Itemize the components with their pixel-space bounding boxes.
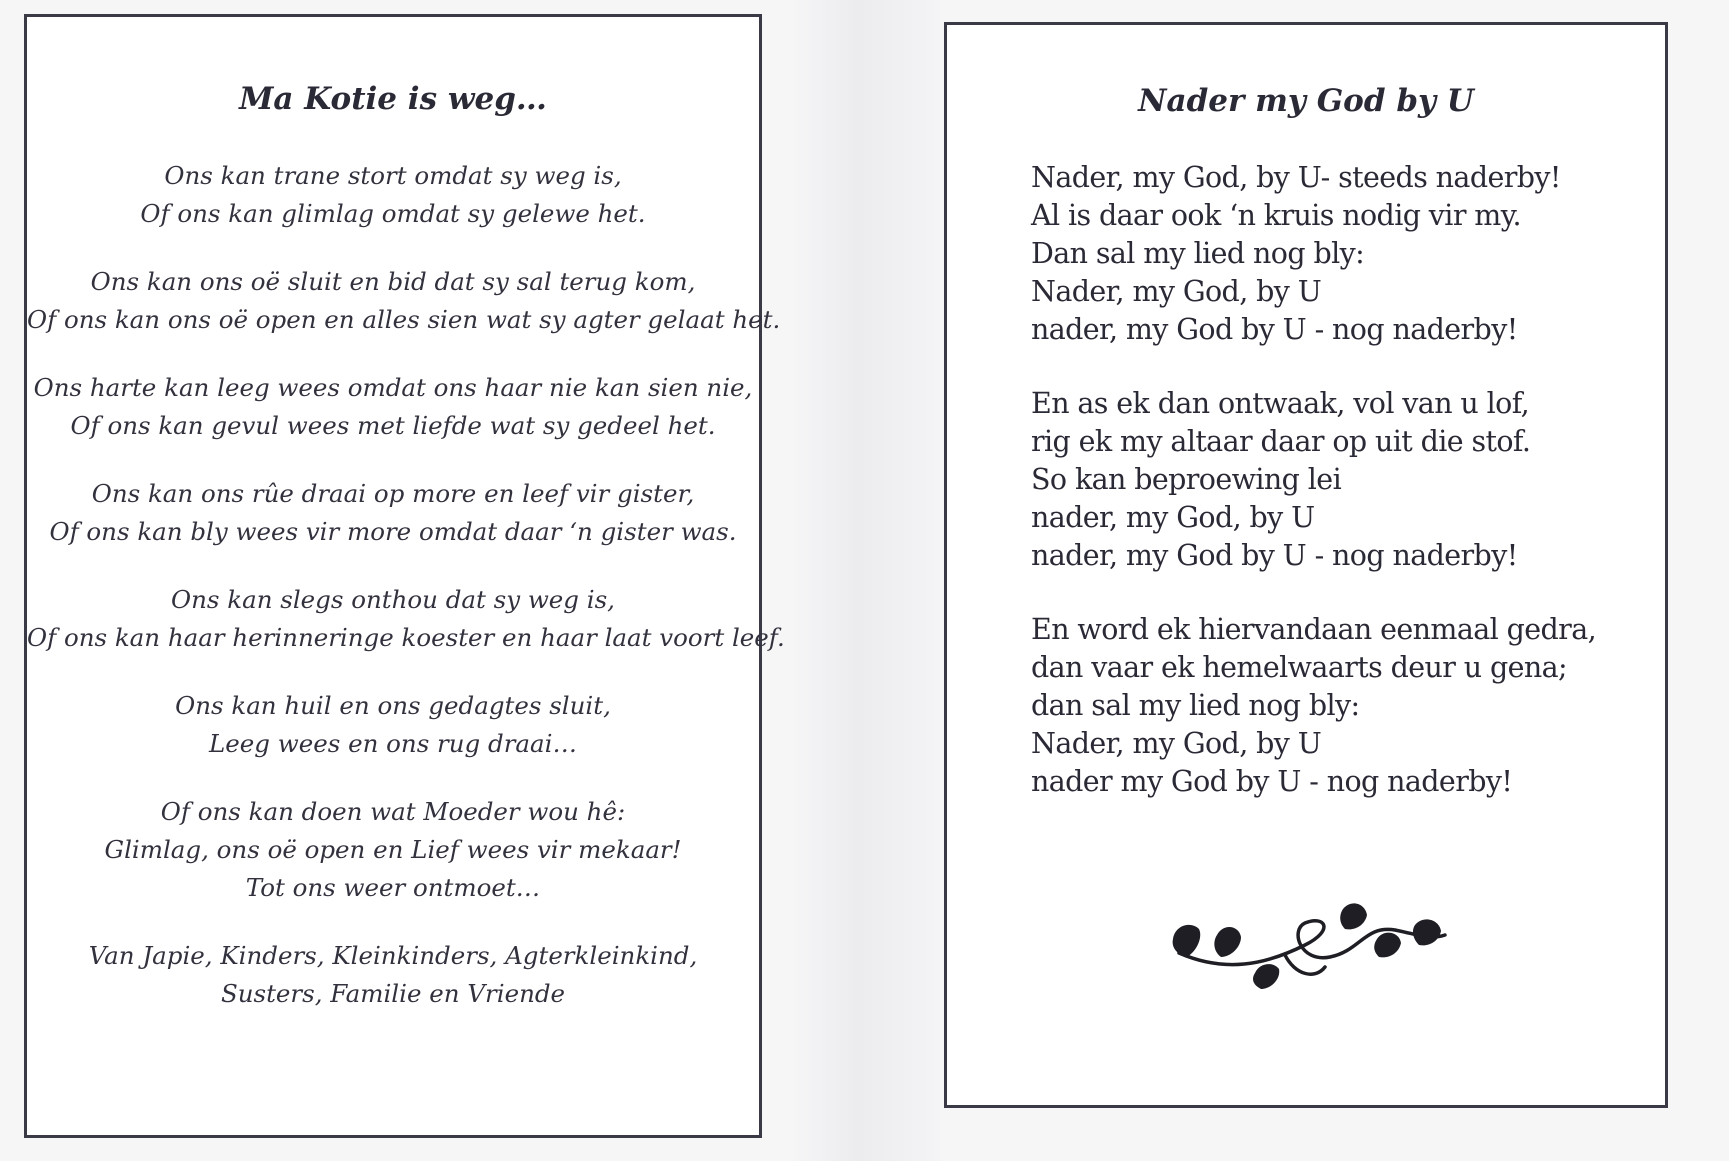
poem-line: Of ons kan glimlag omdat sy gelewe het. (140, 199, 646, 228)
hymn-stanza-1 (1031, 159, 1655, 349)
hymn-line: dan vaar ek hemelwaarts deur u gena; (1031, 651, 1568, 684)
hymn-line: En word ek hiervandaan eenmaal gedra, (1031, 613, 1597, 646)
hymn-line: Al is daar ook ‘n kruis nodig vir my. (1031, 199, 1521, 232)
poem-line: Leeg wees en ons rug draai… (209, 729, 577, 758)
poem-dedication (27, 937, 759, 1013)
hymn-line: En as ek dan ontwaak, vol van u lof, (1031, 387, 1530, 420)
poem-stanza-6 (27, 687, 759, 763)
hymn-line: nader, my God by U - nog naderby! (1031, 539, 1518, 572)
hymn-title: Nader my God by U (1138, 83, 1474, 119)
page-gutter (790, 0, 940, 1161)
poem-line: Glimlag, ons oë open en Lief wees vir mekaar! (104, 835, 682, 864)
hymn-line: rig ek my altaar daar op uit die stof. (1031, 425, 1531, 458)
hymn-line: Dan sal my lied nog bly: (1031, 237, 1365, 270)
poem-stanza-1 (27, 157, 759, 233)
poem-line: Of ons kan gevul wees met liefde wat sy gedeel het. (70, 411, 716, 440)
poem-line: Ons kan slegs onthou dat sy weg is, (171, 585, 615, 614)
hymn-line: Nader, my God, by U- steeds naderby! (1031, 161, 1561, 194)
hymn-body (947, 159, 1665, 801)
hymn-stanza-2 (1031, 385, 1655, 575)
hymn-line: Nader, my God, by U (1031, 727, 1322, 760)
hymn-line: nader my God by U - nog naderby! (1031, 765, 1513, 798)
vine-leaf-ornament-icon (1165, 895, 1455, 995)
hymn-line: nader, my God, by U (1031, 501, 1315, 534)
hymn-panel (944, 22, 1668, 1108)
poem-body (27, 157, 785, 1013)
poem-stanza-5 (27, 581, 785, 657)
dedication-line: Susters, Familie en Vriende (220, 979, 566, 1008)
poem-stanza-4 (27, 475, 759, 551)
poem-line: Of ons kan doen wat Moeder wou hê: (160, 797, 626, 826)
hymn-line: Nader, my God, by U (1031, 275, 1322, 308)
poem-panel (24, 14, 785, 1138)
poem-line: Of ons kan ons oë open en alles sien wat sy agter gelaat het. (27, 305, 781, 334)
hymn-line: dan sal my lied nog bly: (1031, 689, 1360, 722)
poem-line: Ons kan trane stort omdat sy weg is, (164, 161, 622, 190)
poem-line: Ons kan ons oë sluit en bid dat sy sal terug kom, (90, 267, 696, 296)
poem-line: Of ons kan bly wees vir more omdat daar ‘n gister was. (49, 517, 737, 546)
poem-line: Tot ons weer ontmoet… (245, 873, 541, 902)
poem-line: Ons kan ons rûe draai op more en leef vir gister, (91, 479, 695, 508)
poem-line: Ons harte kan leeg wees omdat ons haar nie kan sien nie, (33, 373, 753, 402)
poem-stanza-2 (27, 263, 781, 339)
poem-line: Of ons kan haar herinneringe koester en haar laat voort leef. (27, 623, 785, 652)
poem-stanza-3 (27, 369, 759, 445)
poem-title: Ma Kotie is weg… (239, 81, 547, 117)
hymn-stanza-3 (1031, 611, 1655, 801)
hymn-line: So kan beproewing lei (1031, 463, 1342, 496)
dedication-line: Van Japie, Kinders, Kleinkinders, Agterkleinkind, (88, 941, 698, 970)
poem-stanza-7 (27, 793, 759, 907)
hymn-line: nader, my God by U - nog naderby! (1031, 313, 1518, 346)
poem-line: Ons kan huil en ons gedagtes sluit, (175, 691, 611, 720)
